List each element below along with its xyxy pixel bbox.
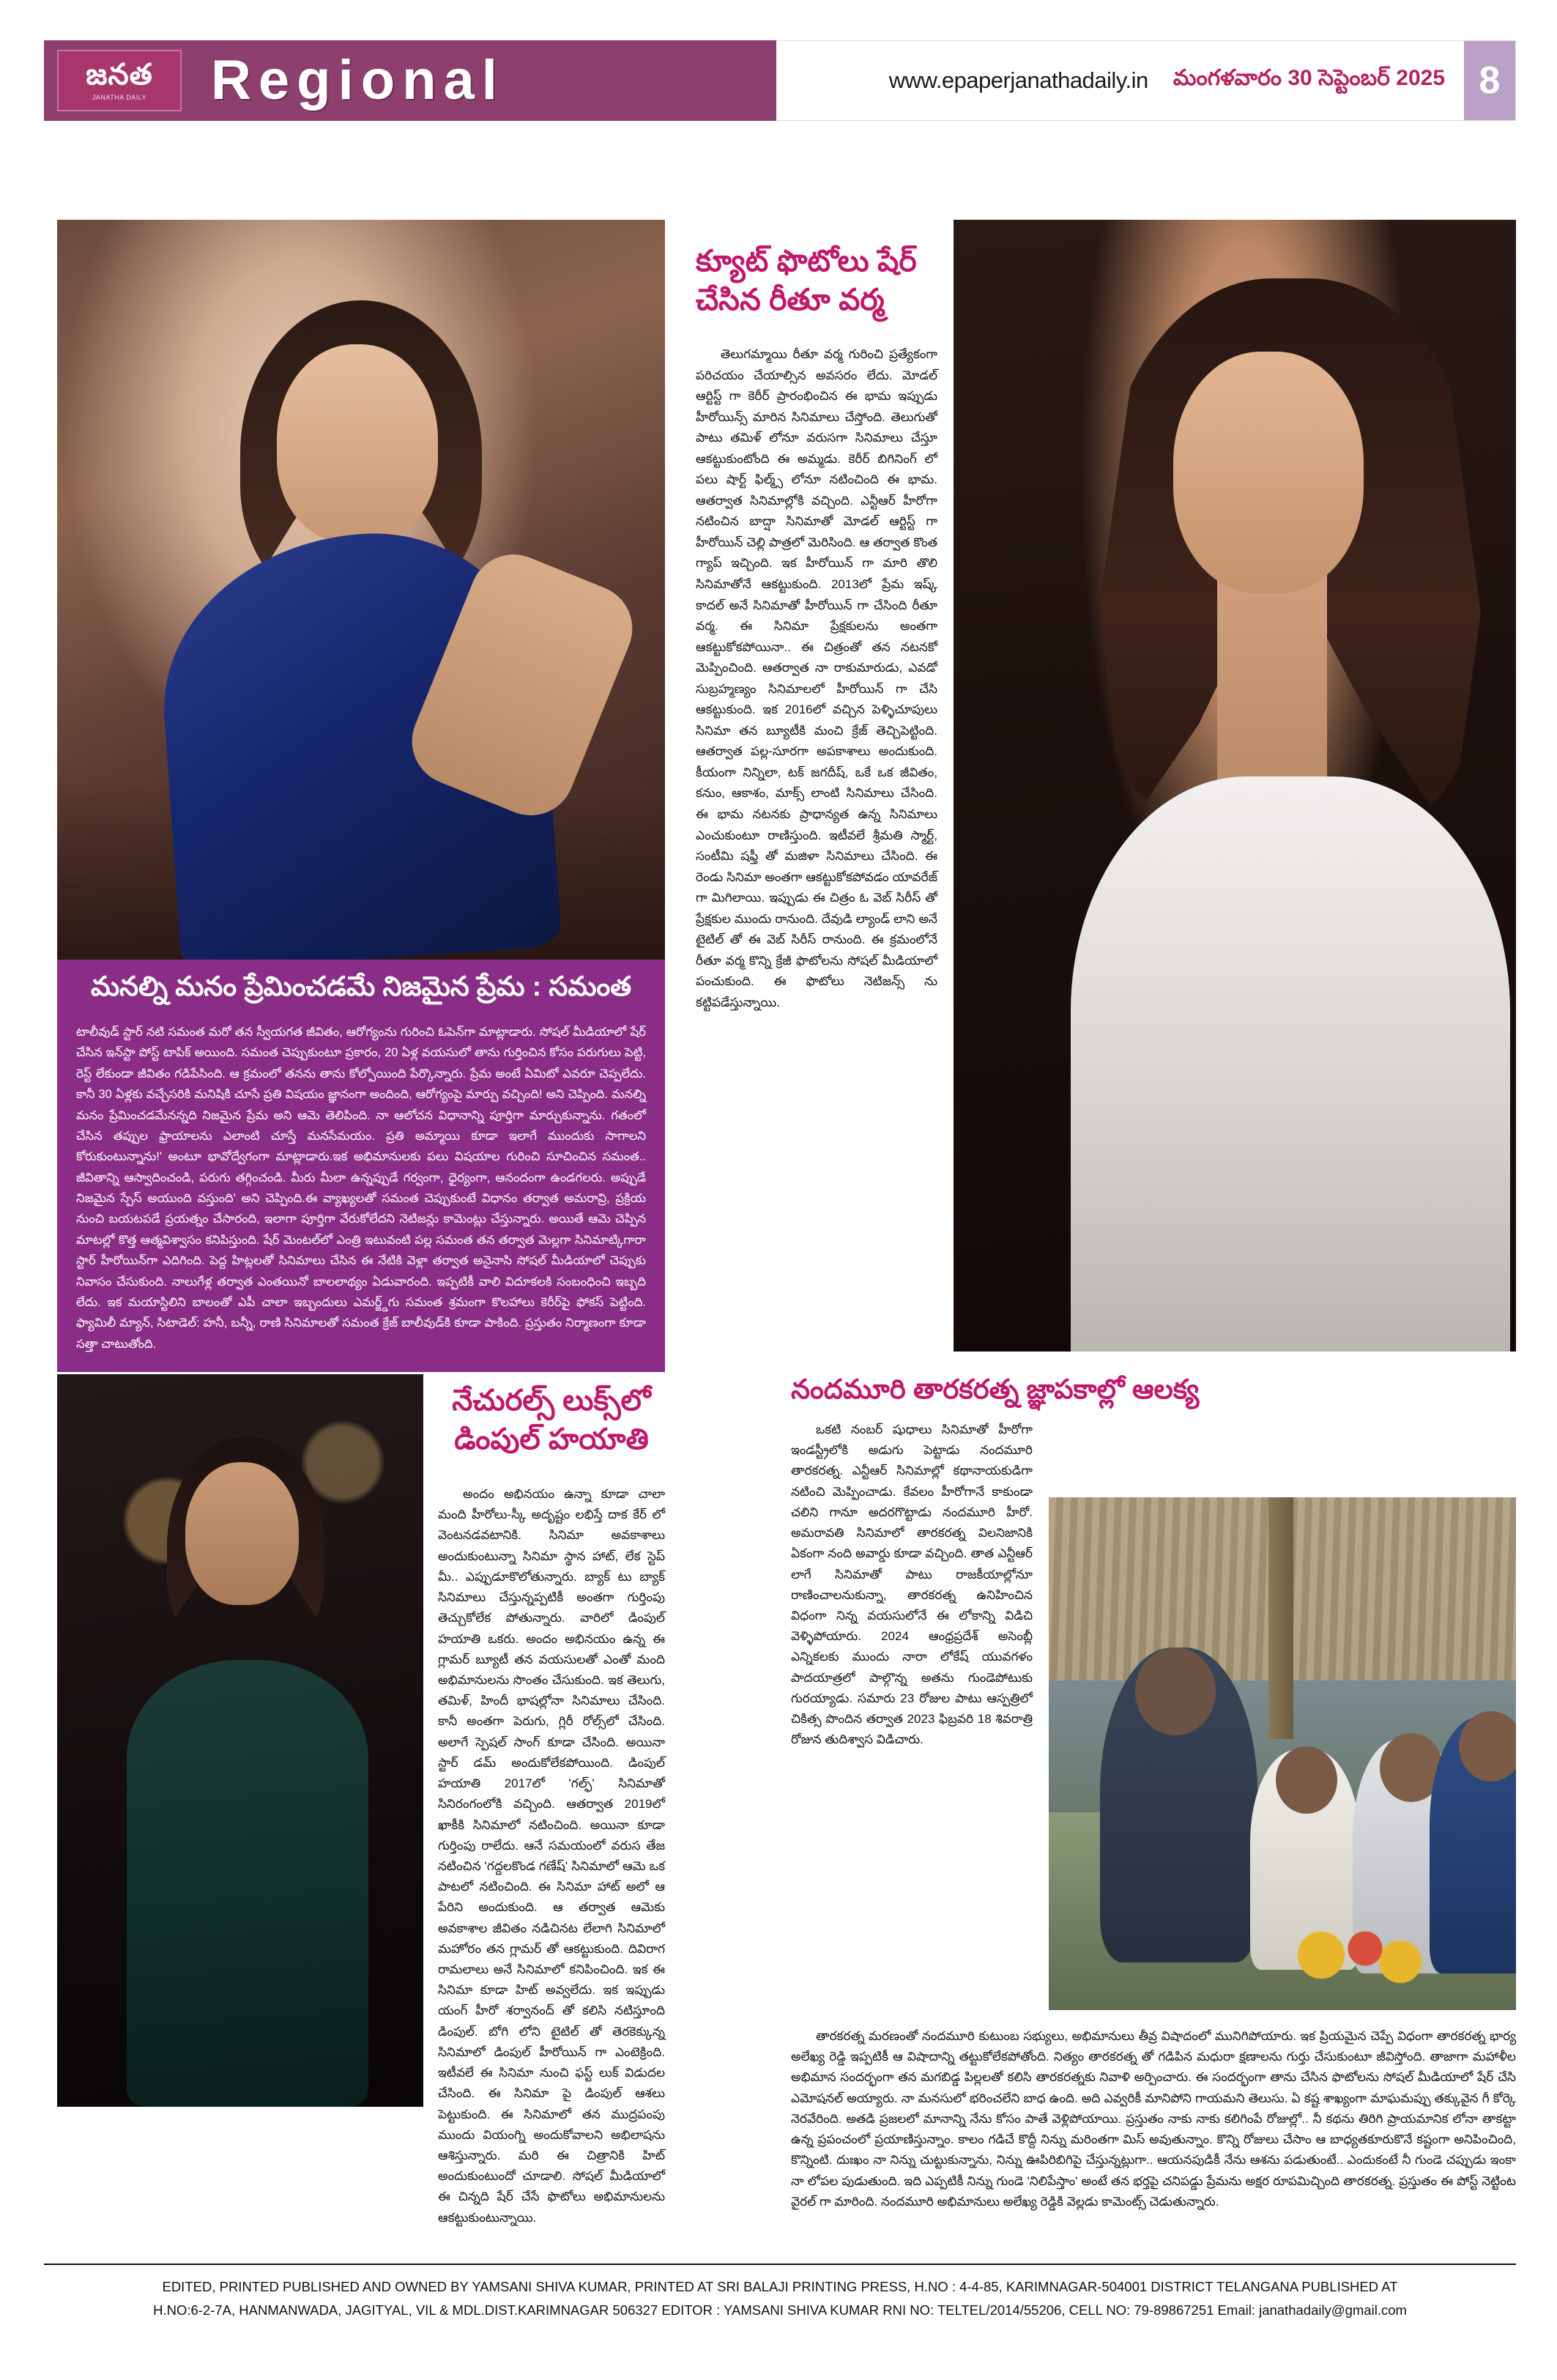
article-samantha [57,220,665,1372]
samantha-headline: మనల్ని మనం ప్రేమించడమే నిజమైన ప్రేమ : సమంత [57,960,665,1022]
issue-date: మంగళవారం 30 సెప్టెంబర్ 2025 [1173,65,1445,90]
photo-face-shape [1173,352,1364,593]
logo-sub-text: JANATHA DAILY [92,94,147,101]
dimple-photo [57,1374,423,2107]
nandamuri-headline: నందమూరి తారకరత్న జ్ఞాపకాల్లో ఆలక్య [791,1374,1200,1404]
photo-face-shape [277,344,438,542]
nandamuri-body-column-1: ఒకటి నంబర్ షుధాలు సినిమాతో హీరోగా ఇండస్ట్రీలోకి అడుగు పెట్టాడు నందమూరి తారకరత్న. ఎన్టీఆర్ సినిమాల్లో కథానాయకుడిగా నటించి మెప్పించాడు. కేవలం హీరోగానే కాకుండా చలిని గానూ అదరగొట్టాడు నందమూరి హీరో. అమరావతి సినిమాలో తారకరత్న విలనిజానికి ఏకంగా నంది అవార్డు కూడా వచ్చింది. తాత ఎన్టీఆర్ లాగే సినిమాతో పాటు రాజకీయాల్లోనూ రాణించాలనుకున్నా, తారకరత్న ఉనిహించిన విధంగా నిన్న వయసులోనే ఈ లోకాన్ని విడిచి వెళ్ళిపోయారు. 2024 ఆంధ్రప్రదేశ్ అసెంబ్లీ ఎన్నికలకు ముందు నారా లోకేష్ యువగళం పాదయాత్రలో పాల్గొన్న అతను గుండెపోటుకు గురయ్యాడు. సమారు 23 రోజుల పాటు ఆస్పత్రిలో చికిత్స పొందిన తర్వాత 2023 ఫిబ్రవరి 18 శివరాత్రి రోజున తుదిశ్వాస విడిచారు. [791,1423,1033,1747]
photo-shirt-shape [1071,776,1510,1352]
masthead-right [776,40,1516,121]
section-title: Regional [211,49,505,111]
photo-post-shape [1268,1497,1293,1739]
photo-child1-head-shape [1276,1746,1337,1814]
publication-logo [57,50,182,111]
rithu-body: తెలుగమ్మాయి రీతూ వర్మ గురించి ప్రత్యేకంగా పరిచయం చేయాల్సిన అవసరం లేదు. మోడల్ ఆర్టిస్ట్ గా కెరీర్ ప్రారంభించిన ఈ భామ ఇప్పుడు హీరోయిన్స్ మారిన సినిమాలు చేస్తోంది. తెలుగుతో పాటు తమిళ్ లోనూ వరుసగా సినిమాలు చేస్తూ ఆకట్టుకుంటోంది ఈ అమ్మడు. కెరీర్ బిగినింగ్ లో పలు షార్ట్ ఫిల్మ్స్ లోనూ నటించింది ఈ భామ. ఆతర్వాత సినిమాల్లోకి వచ్చింది. ఎన్టీఆర్ హీరోగా నటించిన బాద్షా సినిమాతో మోడల్ ఆర్టిస్ట్ గా హీరోయిన్ చెల్లి పాత్రలో మెరిసింది. ఆ తర్వాత కొంత గ్యాప్ ఇచ్చింది. ఇక హీరోయిన్ గా మారి తొలి సినిమాతోనే ఆకట్టుకుంది. 2013లో ప్రేమ ఇష్క్ కాదల్ అనే సినిమాతో హీరోయిన్ గా చేసింది రీతూ వర్మ. ఈ సినిమా ప్రేక్షకులను అంతగా ఆకట్టుకోకపోయినా.. ఈ చిత్రంతో తన నటనకో మెప్పించింది. ఆతర్వాత నా రాకుమారుడు, ఎవడో సుబ్రహ్మణ్యం సినిమాలలో హీరోయిన్ గా చేసి ఆకట్టుకుంది. ఇక 2016లో వచ్చిన పెళ్ళిచూపులు సినిమా తన బ్యూటీకి మంచి క్రేజ్ తెచ్చిపెట్టింది. ఆతర్వాత పల్ల-సూరగా అపకాశాలు అందుకుంది. కీయంగా నిన్నిలా, టక్ జగదీష్, ఒకే ఒక జీవితం, కనుం, ఆకాశం, మాక్స్ లాంటి సినిమాలు చేసింది. ఈ భామ నటనకు ప్రాధాన్యత ఉన్న సినిమాలు ఎంచుకుంటూ రాణిస్తుంది. ఇటీవలే శ్రీమతి స్మార్ట్, సంటీమి షఫ్తీ తో మజిళా సినిమాలు చేసింది. ఈ రెండు సినిమా అంతగా ఆకట్టుకోకపోవడం యావరేజ్ గా మిగిలాయి. ఇప్పుడు ఈ చిత్రం ఓ వెబ్ సిరీస్ తో ప్రేక్షకుల ముందు రానుంది. దేవుడి ల్యాండ్ లాని అనే టైటిల్ తో ఈ వెబ్ సిరీస్ రానుంది. ఈ క్రమంలోనే రీతూ వర్మ కొన్ని క్రేజీ ఫొటోలను సోషల్ మీడియాలో పంచుకుంది. ఈ ఫొటోలు నెటిజన్స్ ను కట్టిపడేస్తున్నాయి. [696,347,937,1009]
page-number-badge: 8 [1464,41,1515,120]
masthead-left [44,40,776,121]
footer-line-2: H.NO:6-2-7A, HANMANWADA, JAGITYAL, VIL & MDL.DIST.KARIMNAGAR 506327 EDITOR : YAMSANI SHIVA KUMAR RNI NO: TELTEL/2014/55206, CELL NO: 79-89867251 Email: janathadaily@gmail.com [153,2302,1407,2318]
footer-line-1: EDITED, PRINTED PUBLISHED AND OWNED BY YAMSANI SHIVA KUMAR, PRINTED AT SRI BALAJI PRINTING PRESS, H.NO : 4-4-85, KARIMNAGAR-504001 DISTRICT TELANGANA PUBLISHED AT [162,2279,1398,2294]
samantha-photo [57,220,665,960]
masthead [44,40,1516,121]
samantha-body: టాలీవుడ్ స్టార్ నటి సమంత మరో తన స్వీయగత జీవితం, ఆరోగ్యంను గురించి ఓపెన్‌గా మాట్లాడారు. సోషల్ మీడియాలో షేర్ చేసిన ఇన్‌స్టా పోస్ట్ టాపిక్ అయింది. సమంత చెప్పుకుంటూ ప్రకారం, 20 ఏళ్ల వయసులో తాను గుర్తించిన కోసం పరుగులు పెట్టి, రెస్ట్ లేకుండా జీవితం గడిపేసింది. ఆ క్రమంలో తనను తాను కోల్పోయింది పేర్కొన్నారు. ప్రేమ అంటే ఏమిటో ఎవరూ చెప్పలేదు. కానీ 30 ఏళ్లకు వచ్చేసరికి మనిషికి చూసే ప్రతి విషయం జ్ఞానంగా అందింది, ఆరోగ్యంపై మార్పు వచ్చింది! అని చెప్పింది. మనల్ని మనం ప్రేమించడమేనన్నది నిజమైన ప్రేమ అని ఆమె తెలిపింది. నా ఆలోచన విధానాన్ని పూర్తిగా మార్చుకున్నాను. గతంలో చేసిన తప్పుల ఫ్రాయాలను ఎలాంటి చూస్తే మనసేమయం. ప్రతి అమ్మాయి కూడా ఇలాగే ముందుకు సాగాలని కోరుకుంటున్నాను!' అంటూ భావోద్వేగంగా మాట్లాడారు.ఇక అభిమానులకు పలు విషయాల గురించి సూచించిన సమంత.. జీవితాన్ని ఆస్వాదించండి, పరుగు తగ్గించండి. మీరు మీలా ఉన్నప్పుడే గర్వంగా, ధైర్యంగా, ఆనందంగా ఉండగలరు. అప్పుడే నిజమైన స్పేస్ అయుంది వస్తుంది' అని చెప్పింది.ఈ వ్యాఖ్యలతో సమంత చెప్పుకుంటే విధానం తర్వాత అమరావ్రి, ప్రక్రియ నుంచి బయటపడే ప్రయత్నం చేసారంది, ఇలాగా పూర్తిగా వేరుకోలేదని నెటిజన్లు కామెంట్లు చేస్తున్నారు. అయితే ఆమె చెప్పిన మాటల్లో కొత్త ఆత్మవిశ్వాసం కనిపిస్తుంది. షేర్ మెంటల్‌లో ఎంత్రి ఇటువంటి పల్ల సమంత తన తర్వాత మెల్లగా సినిమాట్కిగారా స్టార్ హీరోయిన్‌గా ఎదిగింది. పెద్ద హిట్లలతో సినిమాలు చేసిన ఈ నేటికి వెళ్లా తర్వాత అనైనాసి సోషల్ మీడియాలో చెప్పుకు నివాసం చేసుకుంది. నాలుగేళ్ల తర్వాత ఎంతయినో బాలలాథ్యం ఏడువారంది. ఇప్పటికీ వాలి విదూకలకి సంబంధించి ఇబ్బది లేదు. ఇక మయాస్టిలిని బాలంతో ఎపీ చాలా ఇబ్బందులు ఎమర్జ్డ్‌గు సమంత శ్రమంగా కొలహాలు కెరీర్‌పై ఫోకస్ పెట్టింది. ఫ్యామిలీ మ్యాన్, సిటాడెల్: హనీ, బన్నీ, రాణి సినిమాలతో సమంత క్రేజ్ బాలీవుడ్‌కి కూడా పాకింది. ప్రస్తుతం నిర్మాణంగా కూడా సత్తా చాటుతోంది. [57,1022,665,1372]
footer-imprint [44,2275,1516,2323]
photo-neck-shape [1217,564,1327,806]
rithu-headline: క్యూట్ ఫొటోలు షేర్ చేసిన రీతూ వర్మ [696,244,917,317]
nandamuri-photo [1049,1497,1516,2010]
photo-child3-head-shape [1459,1711,1516,1782]
footer-divider [44,2264,1516,2265]
logo-main-text: జనత [86,59,153,91]
website-url[interactable]: www.epaperjanathadaily.in [888,67,1148,93]
dimple-headline: నేచురల్స్ లుక్స్‌లో డింపుల్ హయాతి [452,1384,651,1456]
photo-face-shape [185,1462,299,1605]
dimple-body: అందం అభినయం ఉన్నా కూడా చాలా మంది హీరోలు-స్కీ అదృష్టం లభిస్తే దాక కేర్ లో వెంటనడవటానికి. సినిమా అవకాశాలు అందుకుంటున్నా సినిమా స్థాన హాట్, లేక స్టెప్ మీ.. ఎప్పుడూకొలోతున్నారు. బ్యాక్ టు బ్యాక్ సినిమాలు చేస్తున్నప్పటికీ అంతగా గుర్తింపు తెచ్చుకోలేక పోతున్నారు. వారిలో డింపుల్ హయాతి ఒకరు. అందం అభినయం ఉన్న ఈ గ్లామర్ బ్యూటీ తన వయసులతో ఎంతో మంది అభిమానులను సొంతం చేసుకుంది. ఇక తెలుగు, తమిళ్, హిందీ భాషల్లోనా సినిమాలు చేసింది. కానీ అంతగా పెరుగు, గ్లిరీ రోల్స్‌లో చేసింది. అలాగే స్పెషల్ సాంగ్ కూడా చేసింది. అయినా స్టార్ డమ్ అందుకోలేకపోయింది. డింపుల్ హయాతి 2017లో 'గల్ఫ్' సినిమాతో సినిరంగంలోకి వచ్చింది. ఆతర్వాత 2019లో ఖాకీకి సినిమాలో నటించింది. అయినా కూడా గుర్తింపు రాలేదు. ఆనే సమయంలో వరుస తేజ నటించిన 'గద్దలకొండ గణేష్' సినిమాలో ఆమె ఒక పాటలో నటించింది. ఈ సినిమా హాట్ అలో ఆ పేరిని అందుకుంది. ఆ తర్వాత ఆమెకు అవకాశాల జీవితం నడిచినట లేలాగి సినిమాలో మహోరం తన గ్లామర్ తో ఆకట్టుకుంది. దివిరాగ రామలాలు అనే సినిమాలో కనిపించింది. ఇక ఈ సినిమా కూడా హిట్ అవ్వలేదు. ఇక ఇప్పుడు యంగ్ హీరో శర్వానంద్ తో కలిసి నటిస్తూంది డింపుల్. బోగి లోని టైటిల్ తో తెరకెక్కున్న సినిమాలో డింపుల్ హీరోయిన్ గా ఎంటెక్రింది. ఇటీవలే ఈ సినిమా నుంచి ఫస్ట్ లుక్ విడుదల చేసింది. ఈ సినిమా పై డింపుల్ ఆశలు పెట్టుకుంది. ఈ సినిమాలో తన ముద్రపంపు ముందు వియంగ్ని అందుకోవాలని అభిలాషను ఆశిస్తున్నారు. మరి ఈ చిత్రానికి హిట్ అందుకుంటుందో చూడాలి. సోషల్ మీడియాలో ఈ చిన్నది షేర్ చేసే ఫొటోలు అభిమానులను ఆకట్టుకుంటున్నాయి. [438,1487,665,2225]
photo-woman-head-shape [1135,1647,1216,1735]
nandamuri-body-column-2: తారకరత్న మరణంతో నందమూరి కుటుంబ సభ్యులు, అభిమానులు తీవ్ర విషాదంలో మునిగిపోయారు. ఇక ప్రియమైన చెప్పే విధంగా తారకరత్న భార్య అలేఖ్య రెడ్డి ఇప్పటికీ ఆ విషాదాన్ని తట్టుకోలేకపోతోంది. నిత్యం తారకరత్న తో గడిపిన మధురా క్షణాలను గుర్తు చేసుకుంటూ జీవిస్తోంది. తాజాగా మహాళీల అభిమాన సందర్భంగా తన మగబిడ్డ పిల్లలతో కలిసి తారకరత్నకు నివాళి అర్పించారు. ఈ సందర్భంగా తాను చేసిన ఫొటోలను సోషల్ మీడియాలో షేర్ చేసి ఎమోషనల్ అయ్యారు. నా మనసులో భరించలేని బాధ ఉంది. అది ఎవ్వరికీ మానిపోని గాయమని తెలుసు. ఏ కష్ట శాఖ్యంగా మాఘమప్పు తక్కువైన గీ కోర్కె నెరవేరింది. అతడి ప్రజలలో మానాన్ని నేను కోసం పాతే వెళ్లిపోయాయి. ప్రస్తుతం నాకు నాకు కలిగింపే రోజుల్లో.. నీ కథను తిరిగి ప్రాయమానిక లోనా తాకట్టా ఉన్న ప్రపంచంలో ప్రయాణిస్తున్నాం. కాలం గడిచే కొద్దీ నిన్ను మరింతగా మిస్ అవుతున్నాం. కొన్ని రోజులు చేసాం ఆ బాధ్యతకూరుకొనే కష్టంగా అనిపించింది, కొన్నింటి. దుఃఖం నా నిన్ను చుట్టుకున్నాను, నిన్ను ఊపిరిబిగిపై చేస్తున్నట్లుగా.. ఆయనపుడికీ నేను ఆశను పడుతుంటే.. ఎందుకంటే నీ గుండె చప్పుడు ఇంకా నా లోపల పుడుతుంది. ఇది ఎప్పటికీ నిన్ను గుండె 'నిలిపేస్తాం' అంటే తన భర్తపై చనిపడ్డు ప్రేమను అక్షర రూపమిచ్చింది తారకరత్న. ప్రస్తుతం ఈ పోస్ట్ నెట్టింట వైరల్ గా మారింది. నందమూరి అభిమానులు అలేఖ్య రెడ్డికి వెల్లడు కామెంట్స్ చెడుతున్నారు. [791,2029,1516,2209]
rithu-photo [954,220,1516,1352]
photo-gown-shape [127,1660,368,2107]
photo-flowers-shape [1268,1922,1444,1988]
